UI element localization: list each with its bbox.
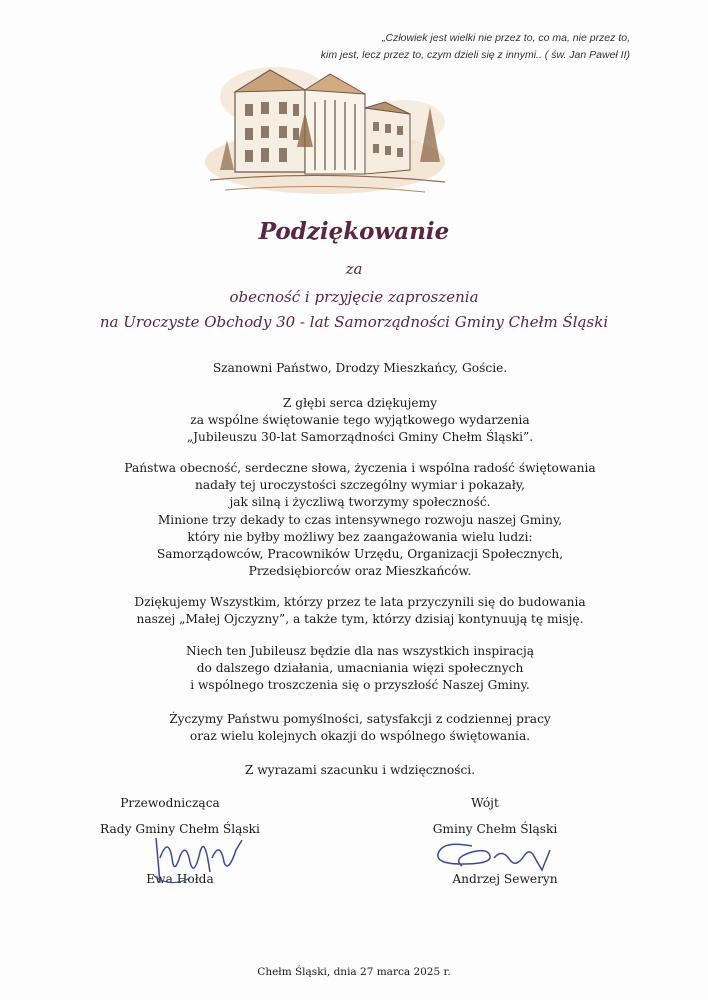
signature-right-org: Gminy Chełm Śląski (432, 822, 558, 836)
handwritten-signature-right (432, 838, 562, 883)
building-sketch-illustration (205, 52, 450, 202)
signature-right-name: Andrzej Seweryn (452, 872, 558, 886)
paragraph: Niech ten Jubileusz będzie dla nas wszystkich inspiracją do dalszego działania, umacniania więzi społecznych i wspólnego troszczenia się o przyszłość Naszej Gminy. (185, 644, 535, 693)
handwritten-signature-left (150, 828, 250, 898)
greeting: Szanowni Państwo, Drodzy Mieszkańcy, Goście. (212, 361, 508, 375)
quote-line: kim jest, lecz przez to, czym dzieli się z innymi.. ( św. Jan Paweł II) (320, 49, 630, 61)
signature-right-role: Wójt (471, 796, 499, 810)
heading-subtitle: na Uroczyste Obchody 30 - lat Samorządności Gminy Chełm Śląski (99, 313, 609, 331)
paragraph: Państwa obecność, serdeczne słowa, życzenia i wspólna radość świętowania nadały tej uroczystości szczególny wymiar i pokazały, jak silną i życzliwą tworzymy społeczność. Minione trzy dekady to czas intensywnego rozwoju naszej Gminy, który nie byłby możliwy bez zaangażowania wielu ludzi: Samorządowców, Pracowników Urzędu, Organizacji Społecznych, Przedsiębiorców oraz Mieszkańców. (124, 461, 596, 579)
date-place: Chełm Śląski, dnia 27 marca 2025 r. (257, 966, 451, 978)
quote-line: „Człowiek jest wielki nie przez to, co ma, nie przez to, (381, 32, 630, 44)
heading-subtitle: obecność i przyjęcie zaproszenia (229, 288, 479, 306)
paragraph: Z głębi serca dziękujemy za wspólne świętowanie tego wyjątkowego wydarzenia „Jubileuszu 30-lat Samorządności Gminy Chełm Śląski”. (186, 396, 534, 445)
signature-left-role: Przewodnicząca (120, 796, 220, 810)
heading-za: za (345, 260, 363, 278)
signature-left-org: Rady Gminy Chełm Śląski (100, 822, 260, 836)
closing: Z wyrazami szacunku i wdzięczności. (244, 763, 476, 777)
paragraph: Życzymy Państwu pomyślności, satysfakcji z codziennej pracy oraz wielu kolejnych okazji do wspólnego świętowania. (169, 712, 551, 744)
paragraph: Dziękujemy Wszystkim, którzy przez te lata przyczynili się do budowania naszej „Małej Ojczyzny”, a także tym, którzy dzisiaj kontynuują tę misję. (134, 595, 586, 627)
letter-title: Podziękowanie (258, 218, 450, 245)
signature-left-name: Ewa Hołda (146, 872, 214, 886)
